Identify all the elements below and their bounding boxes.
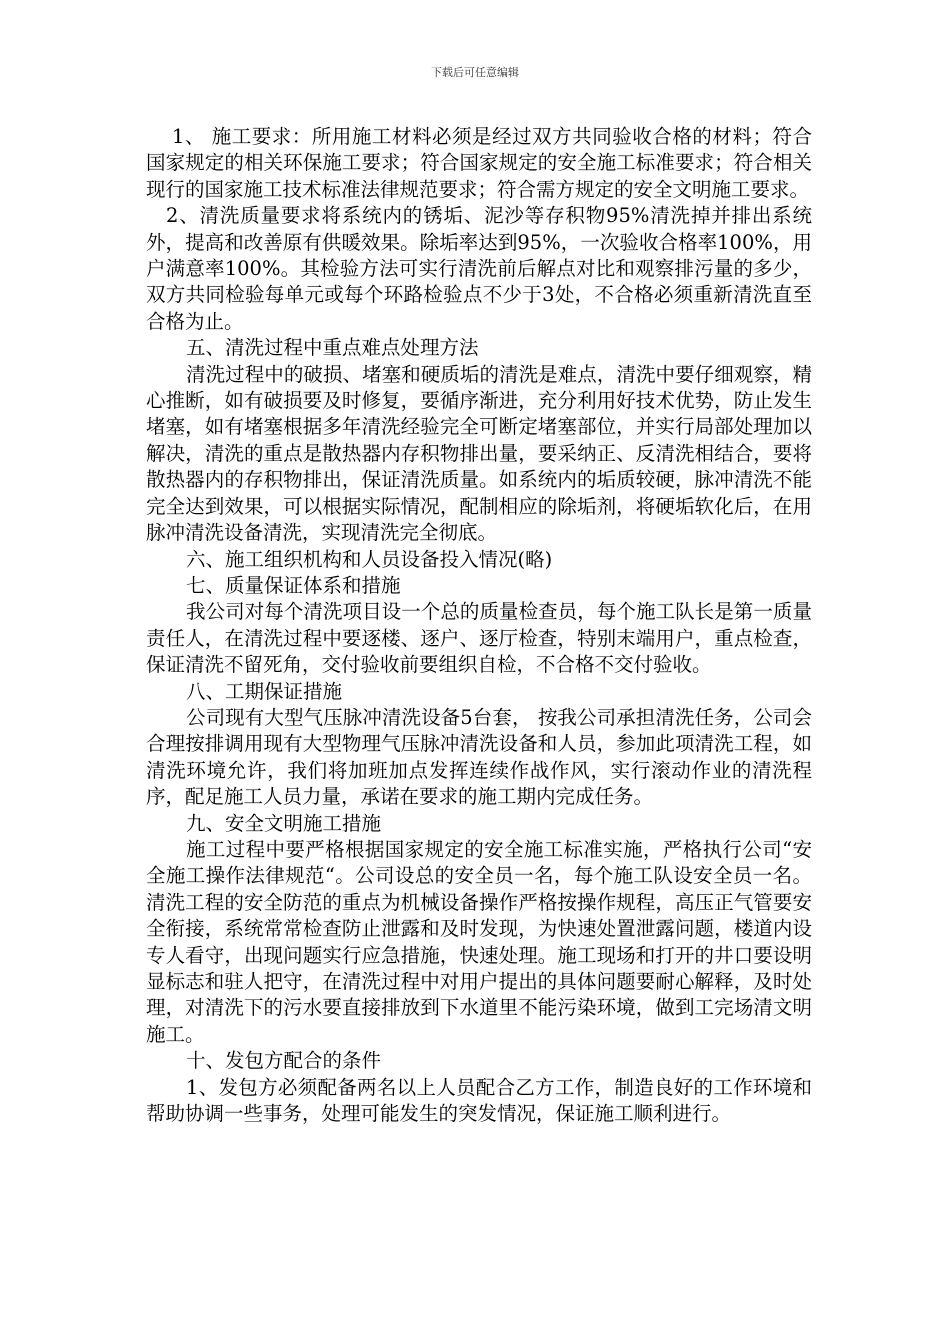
section-7-paragraph: 我公司对每个清洗项目设一个总的质量检查员，每个施工队长是第一质量责任人，在清洗过程中要逐楼、逐户、逐厅检查，特别末端用户，重点检查，保证清洗不留死角，交付验收前要组织自检，不合格不交付验收。 bbox=[146, 600, 812, 677]
section-10-paragraph: 1、发包方必须配备两名以上人员配合乙方工作，制造良好的工作环境和帮助协调一些事务，处理可能发生的突发情况，保证施工顺利进行。 bbox=[146, 1075, 812, 1126]
page-header: 下载后可任意编辑 bbox=[431, 66, 519, 79]
section-heading-5: 五、清洗过程中重点难点处理方法 bbox=[186, 336, 479, 360]
requirement-paragraph-1: 1、 施工要求：所用施工材料必须是经过双方共同验收合格的材料；符合国家规定的相关环保施工要求；符合国家规定的安全施工标准要求；符合相关现行的国家施工技术标准法律规范要求；符合需方规定的安全文明施工要求。 bbox=[146, 125, 812, 201]
section-heading-7: 七、质量保证体系和措施 bbox=[186, 573, 401, 597]
section-heading-6: 六、施工组织机构和人员设备投入情况(略) bbox=[186, 547, 553, 571]
section-9-paragraph: 施工过程中要严格根据国家规定的安全施工标准实施，严格执行公司“安全施工操作法律规范“。公司设总的安全员一名，每个施工队设安全员一名。清洗工程的安全防范的重点为机械设备操作严格按操作规程，高压正气管要安全衔接，系统常常检查防止泄露和及时发现，为快速处置泄露问题，楼道内设专人看守，出现问题实行应急措施，快速处理。施工现场和打开的井口要设明显标志和驻人把守，在清洗过程中对用户提出的具体问题要耐心解释，及时处理，对清洗下的污水要直接排放到下水道里不能污染环境，做到工完场清文明施工。 bbox=[146, 837, 812, 1046]
section-5-paragraph: 清洗过程中的破损、堵塞和硬质垢的清洗是难点，清洗中要仔细观察，精心推断，如有破损要及时修复，要循序渐进，充分利用好技术优势，防止发生堵塞，如有堵塞根据多年清洗经验完全可断定堵塞部位，并实行局部处理加以解决，清洗的重点是散热器内存积物排出量，要采纳正、反清洗相结合，要将散热器内的存积物排出，保证清洗质量。如系统内的垢质较硬，脉冲清洗不能完全达到效果，可以根据实际情况，配制相应的除垢剂，将硬垢软化后，在用脉冲清洗设备清洗，实现清洗完全彻底。 bbox=[146, 362, 812, 545]
section-8-paragraph: 公司现有大型气压脉冲清洗设备5台套， 按我公司承担清洗任务，公司会合理按排调用现有大型物理气压脉冲清洗设备和人员，参加此项清洗工程，如清洗环境允许，我们将加班加点发挥连续作战作风，实行滚动作业的清洗程序，配足施工人员力量，承诺在要求的施工期内完成任务。 bbox=[146, 705, 812, 809]
section-heading-10: 十、发包方配合的条件 bbox=[186, 1049, 382, 1073]
document-body bbox=[146, 124, 812, 1127]
section-heading-8: 八、工期保证措施 bbox=[186, 679, 343, 703]
section-heading-9: 九、安全文明施工措施 bbox=[186, 811, 382, 835]
requirement-paragraph-2: 2、清洗质量要求将系统内的锈垢、泥沙等存积物95%清洗掉并排出系统外，提高和改善原有供暖效果。除垢率达到95%，一次验收合格率100%，用户满意率100%。其检验方法可实行清洗前后解点对比和观察排污量的多少，双方共同检验每单元或每个环路检验点不少于3处，不合格必须重新清洗直至合格为止。 bbox=[146, 204, 812, 333]
